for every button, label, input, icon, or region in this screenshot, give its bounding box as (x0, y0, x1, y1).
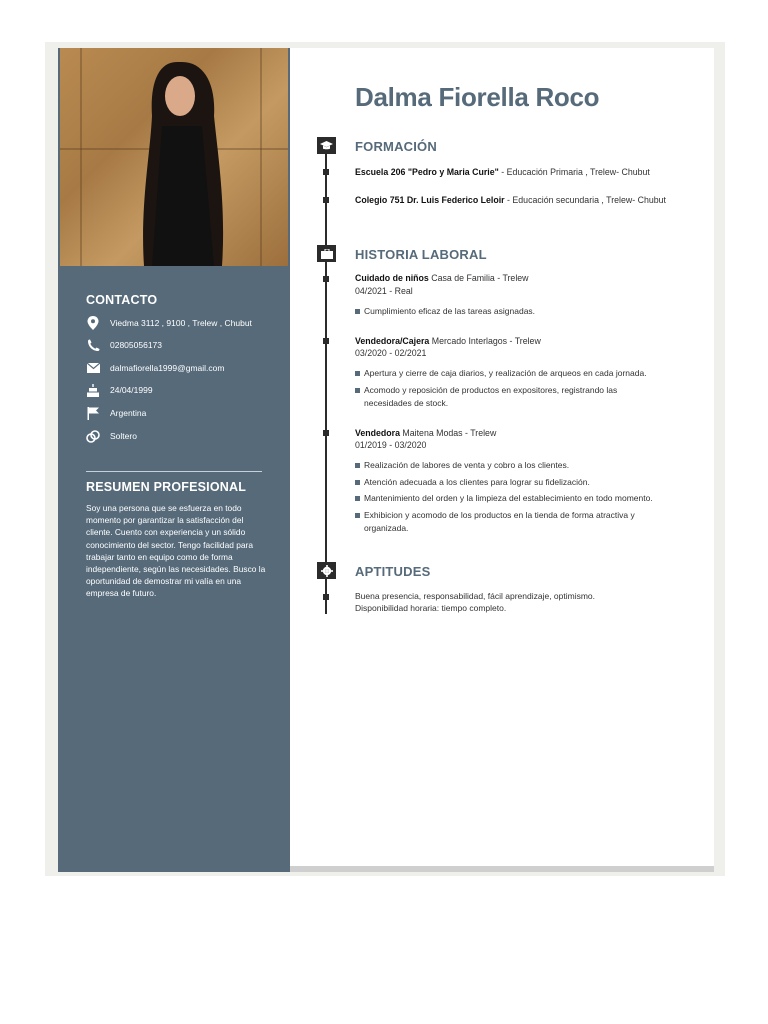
timeline-tick (323, 169, 329, 175)
school-name: Escuela 206 "Pedro y Maria Curie" (355, 167, 499, 177)
contact-address (86, 315, 276, 331)
skills-line-2: Disponibilidad horaria: tiempo completo. (355, 603, 507, 613)
job-2-dates: 03/2020 - 02/2021 (355, 348, 427, 358)
summary-heading: RESUMEN PROFESIONAL (86, 480, 247, 494)
contact-birthdate (86, 382, 276, 398)
job-1-title (355, 272, 685, 285)
job-3-bullet-1: Realización de labores de venta y cobro a los clientes. (355, 459, 685, 472)
timeline-tick (323, 276, 329, 282)
timeline-tick (323, 338, 329, 344)
envelope-icon (86, 361, 100, 375)
skills-line-1: Buena presencia, responsabilidad, fácil aprendizaje, optimismo. (355, 591, 596, 601)
address-text: Viedma 3112 , 9100 , Trelew , Chubut (110, 318, 252, 328)
work-history-heading: HISTORIA LABORAL (355, 247, 487, 262)
birthday-cake-icon (86, 383, 100, 397)
job-3-bullet-3: Mantenimiento del orden y la limpieza del establecimiento en todo momento. (355, 492, 685, 505)
timeline-tick (323, 430, 329, 436)
job-2-bullet-2: Acomodo y reposición de productos en expositores, registrando las necesidades de stock. (355, 384, 655, 409)
briefcase-icon (317, 245, 336, 262)
gear-icon (317, 562, 336, 579)
job-1-bullet-1: Cumplimiento eficaz de las tareas asignadas. (355, 305, 685, 318)
phone-icon (86, 338, 100, 352)
job-role: Cuidado de niños (355, 273, 429, 283)
sidebar-divider (86, 471, 262, 472)
contact-marital-status (86, 428, 276, 444)
summary-text: Soy una persona que se esfuerza en todo momento por garantizar la satisfacción del cliente. Cuento con experiencia y un sólido conocimiento del sector. Tengo facilidad para trabajar tanto en equipo como de forma independiente, según las necesidades. Busco la oportunidad de demostrar mi valía en una empresa de futuro. (86, 503, 266, 599)
graduation-cap-icon (317, 137, 336, 154)
job-role: Vendedora/Cajera (355, 336, 430, 346)
rings-icon (86, 429, 100, 443)
job-company: Mercado Interlagos - Trelew (429, 336, 541, 346)
contact-phone (86, 337, 276, 353)
job-2-bullet-1: Apertura y cierre de caja diarios, y realización de arqueos en cada jornada. (355, 367, 685, 380)
job-3-dates: 01/2019 - 03/2020 (355, 440, 427, 450)
location-pin-icon (86, 316, 100, 330)
education-item-2 (355, 194, 685, 207)
skills-heading: APTITUDES (355, 564, 431, 579)
job-company: Casa de Familia - Trelew (428, 273, 529, 283)
school-name: Colegio 751 Dr. Luis Federico Leloir (355, 195, 505, 205)
profile-photo (60, 48, 288, 266)
education-heading: FORMACIÓN (355, 139, 437, 154)
contact-nationality (86, 405, 276, 421)
job-3-bullet-2: Atención adecuada a los clientes para lograr su fidelización. (355, 476, 685, 489)
job-2-title (355, 335, 685, 348)
timeline-line (325, 140, 327, 614)
timeline-tick (323, 197, 329, 203)
job-1-dates: 04/2021 - Real (355, 286, 413, 296)
phone-text: 02805056173 (110, 340, 163, 350)
contact-email (86, 360, 276, 376)
job-role: Vendedora (355, 428, 400, 438)
education-detail: - Educación secundaria , Trelew- Chubut (504, 195, 666, 205)
marital-status-text: Soltero (110, 431, 137, 441)
job-3-bullet-4: Exhibicion y acomodo de los productos en la tienda de forma atractiva y organizada. (355, 509, 665, 534)
candidate-name: Dalma Fiorella Roco (355, 82, 600, 112)
flag-icon (86, 406, 100, 420)
birthdate-text: 24/04/1999 (110, 385, 153, 395)
education-detail: - Educación Primaria , Trelew- Chubut (498, 167, 650, 177)
timeline-tick (323, 594, 329, 600)
email-text[interactable]: dalmafiorella1999@gmail.com (110, 363, 225, 373)
job-company: Maitena Modas - Trelew (399, 428, 497, 438)
person-silhouette (122, 56, 242, 266)
job-3-title (355, 427, 685, 440)
contact-heading: CONTACTO (86, 293, 158, 307)
nationality-text: Argentina (110, 408, 147, 418)
education-item-1 (355, 166, 685, 179)
